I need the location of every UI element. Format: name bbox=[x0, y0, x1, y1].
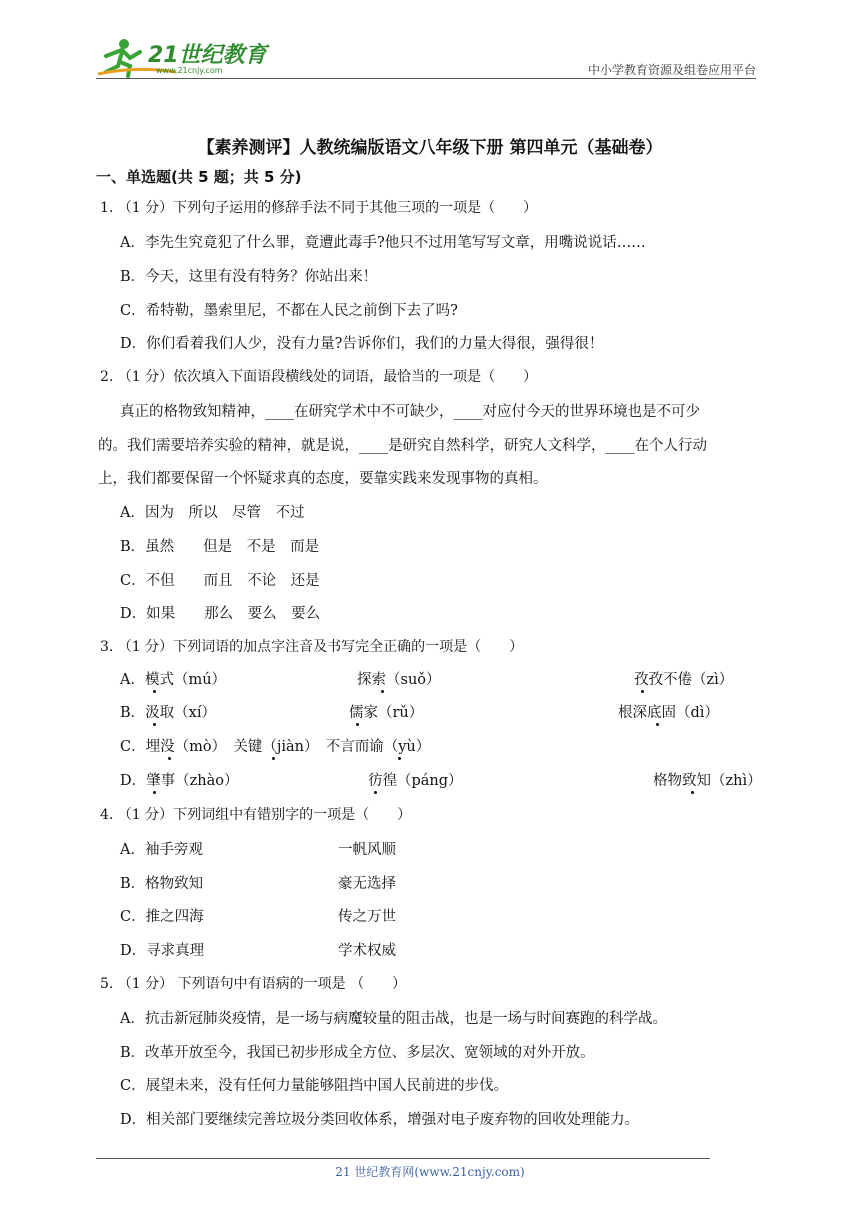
q5-option-b: B．改革开放至今，我国已初步形成全方位、多层次、宽领域的对外开放。 bbox=[120, 1045, 595, 1061]
q1-option-d: D．你们看着我们人少，没有力量?告诉你们，我们的力量大得很，强得很！ bbox=[120, 336, 604, 352]
q4-option-b-2: 豪无选择 bbox=[338, 876, 396, 892]
q3-option-b-1: B．汲取（xí） bbox=[120, 705, 216, 721]
section-heading: 一、单选题(共 5 题；共 5 分) bbox=[96, 168, 302, 186]
q4-option-b-1: B．格物致知 bbox=[120, 876, 204, 892]
q4-option-c-2: 传之万世 bbox=[338, 909, 396, 925]
q2-passage-line-3: 上，我们都要保留一个怀疑求真的态度，要靠实践来发现事物的真相。 bbox=[98, 471, 548, 487]
logo-text: 21世纪教育 bbox=[148, 43, 267, 68]
q2-option-c: C．不但 而且 不论 还是 bbox=[120, 573, 320, 589]
page-title: 【素养测评】人教统编版语文八年级下册 第四单元（基础卷） bbox=[197, 138, 663, 158]
q4-option-d-1: D．寻求真理 bbox=[120, 943, 205, 959]
emphasis-dot bbox=[398, 757, 401, 760]
q2-passage-line-2: 的。我们需要培养实验的精神，就是说，____是研究自然科学，研究人文科学，____在个人行动 bbox=[98, 438, 707, 454]
logo-url: www.21cnjy.com bbox=[156, 66, 223, 75]
emphasis-dot bbox=[153, 791, 156, 794]
emphasis-dot bbox=[356, 723, 359, 726]
q3-option-a-2: 探索（suǒ） bbox=[357, 672, 441, 688]
q5-option-c: C．展望未来，没有任何力量能够阻挡中国人民前进的步伐。 bbox=[120, 1078, 509, 1094]
question-3-stem: 3. （1 分）下列词语的加点字注音及书写完全正确的一项是（ ） bbox=[100, 639, 524, 655]
emphasis-dot bbox=[168, 757, 171, 760]
q3-option-b-2: 儒家（rǔ） bbox=[349, 705, 424, 721]
q3-option-c: C．埋没（mò） 关键（jiàn） 不言而谕（yù） bbox=[120, 739, 431, 755]
emphasis-dot bbox=[656, 723, 659, 726]
q1-option-b: B．今天，这里有没有特务？你站出来！ bbox=[120, 269, 378, 285]
emphasis-dot bbox=[153, 723, 156, 726]
q4-option-a-1: A．袖手旁观 bbox=[120, 842, 203, 858]
q3-option-a-3: 孜孜不倦（zì） bbox=[634, 672, 734, 688]
q3-option-d-3: 格物致知（zhì） bbox=[653, 773, 762, 789]
question-4-stem: 4. （1 分）下列词组中有错别字的一项是（ ） bbox=[100, 807, 412, 823]
q3-option-d-1: D．肇事（zhào） bbox=[120, 773, 239, 789]
q4-option-d-2: 学术权威 bbox=[338, 943, 396, 959]
q2-option-d: D．如果 那么 要么 要么 bbox=[120, 606, 321, 622]
question-5-stem: 5. （1 分） 下列语句中有语病的一项是 （ ） bbox=[100, 976, 407, 992]
footer-link[interactable]: 21 世纪教育网(www.21cnjy.com) bbox=[335, 1165, 525, 1179]
q3-option-a-1: A．模式（mú） bbox=[120, 672, 227, 688]
q4-option-c-1: C．推之四海 bbox=[120, 909, 204, 925]
q4-option-a-2: 一帆风顺 bbox=[338, 842, 396, 858]
q3-option-d-2: 彷徨（páng） bbox=[368, 773, 463, 789]
q1-option-c: C．希特勒，墨索里尼，不都在人民之前倒下去了吗? bbox=[120, 303, 458, 319]
q1-option-a: A．李先生究竟犯了什么罪，竟遭此毒手?他只不过用笔写写文章，用嘴说说话…… bbox=[120, 235, 646, 251]
q3-option-b-3: 根深底固（dì） bbox=[618, 705, 719, 721]
emphasis-dot bbox=[691, 791, 694, 794]
emphasis-dot bbox=[272, 757, 275, 760]
emphasis-dot bbox=[641, 690, 644, 693]
q2-option-a: A．因为 所以 尽管 不过 bbox=[120, 505, 305, 521]
emphasis-dot bbox=[381, 690, 384, 693]
question-2-stem: 2. （1 分）依次填入下面语段横线处的词语，最恰当的一项是（ ） bbox=[100, 369, 538, 385]
q2-option-b: B．虽然 但是 不是 而是 bbox=[120, 539, 320, 555]
site-logo bbox=[96, 36, 266, 80]
emphasis-dot bbox=[374, 791, 377, 794]
footer-divider bbox=[96, 1158, 710, 1159]
header-right-text: 中小学教育资源及组卷应用平台 bbox=[587, 63, 756, 77]
q2-passage-line-1: 真正的格物致知精神，____在研究学术中不可缺少，____对应付今天的世界环境也是不可少 bbox=[120, 404, 700, 420]
header-divider bbox=[96, 78, 756, 79]
question-1-stem: 1. （1 分）下列句子运用的修辞手法不同于其他三项的一项是（ ） bbox=[100, 200, 538, 216]
q5-option-d: D．相关部门要继续完善垃圾分类回收体系，增强对电子废弃物的回收处理能力。 bbox=[120, 1112, 640, 1128]
q5-option-a: A．抗击新冠肺炎疫情，是一场与病魔较量的阻击战，也是一场与时间赛跑的科学战。 bbox=[120, 1011, 667, 1027]
emphasis-dot bbox=[153, 690, 156, 693]
